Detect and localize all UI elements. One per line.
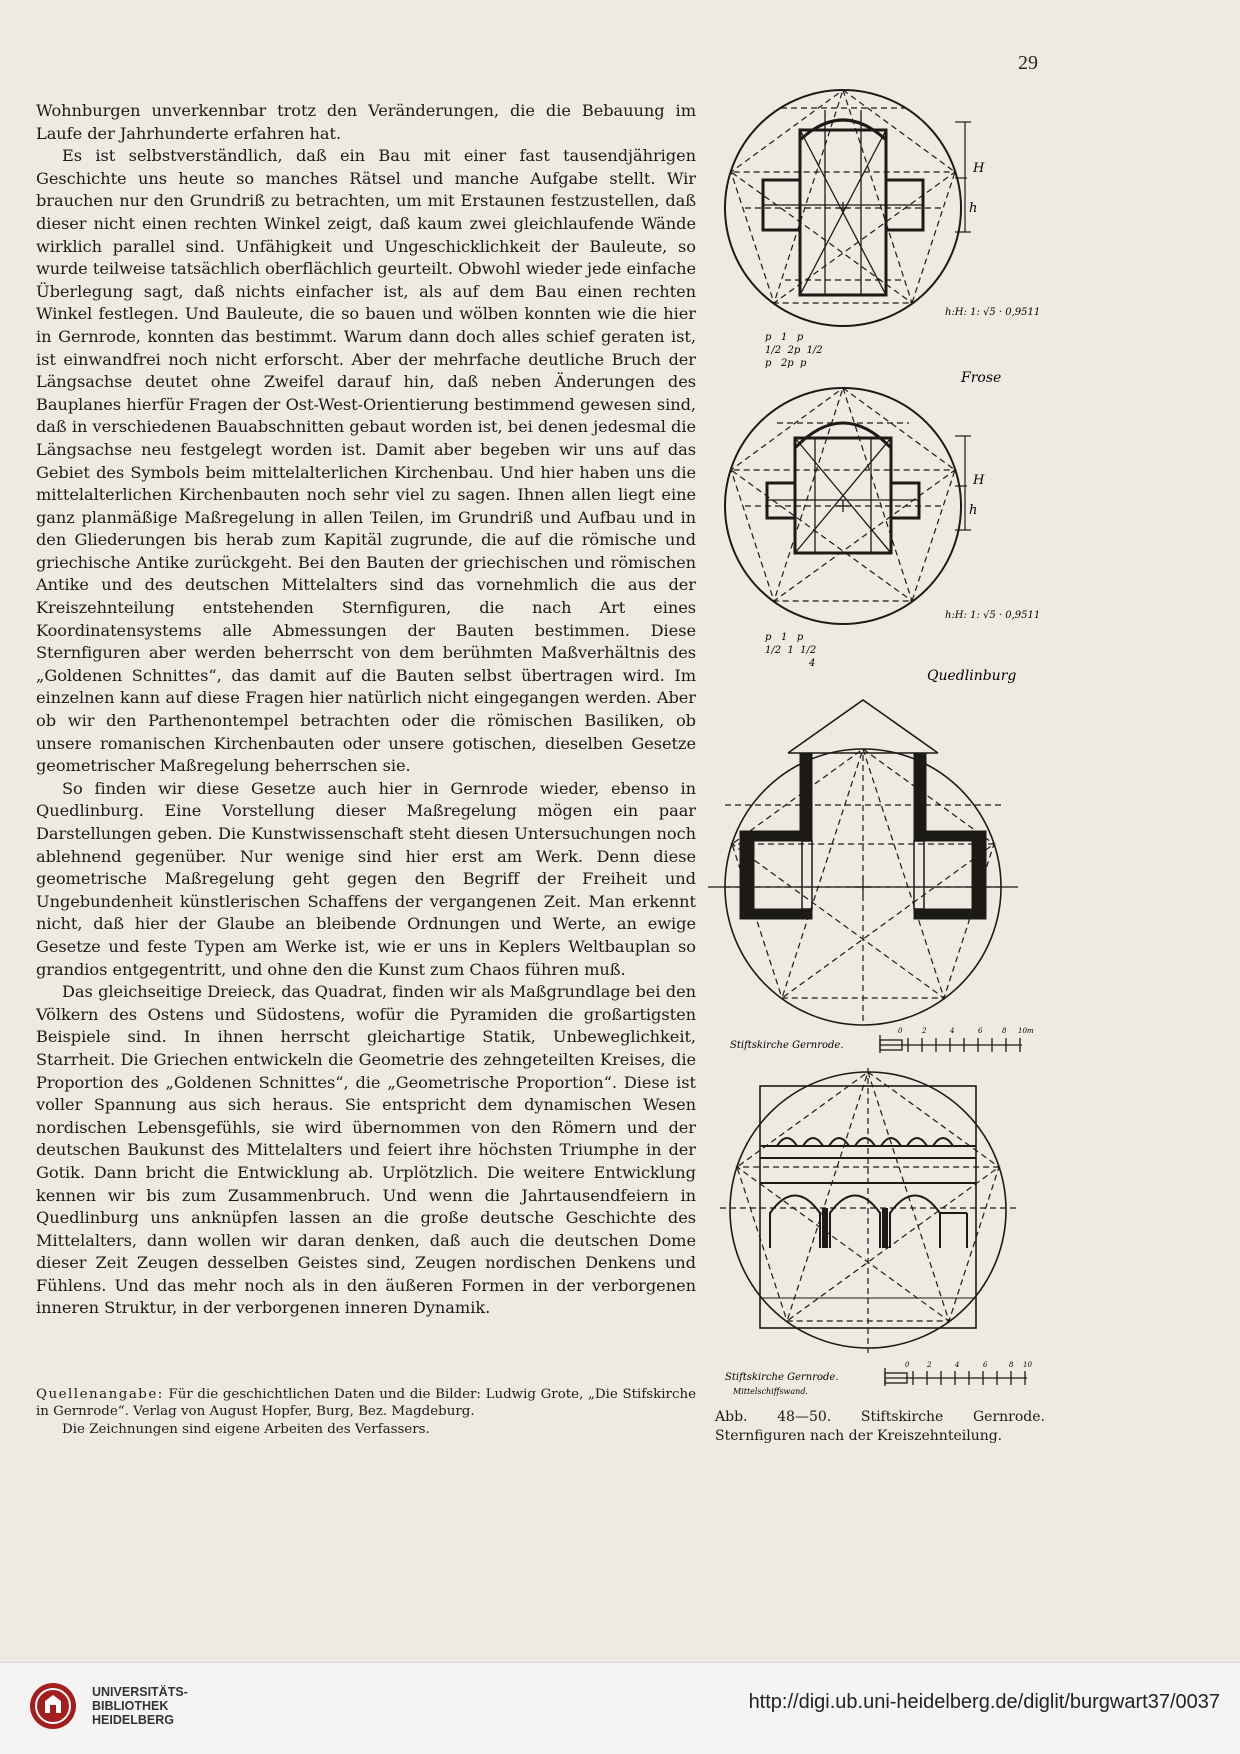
paragraph-1: Wohnburgen unverkennbar trotz den Veränderungen, die die Bebauung im Laufe der Jahrhunderte erfahren hat. [36, 101, 696, 143]
source-text: Für die geschichtlichen Daten und die Bilder: Ludwig Grote, „Die Stifskirche in Gernrode“. Verlag von August Hopfer, Burg, Bez. Magdeburg. [36, 1387, 696, 1420]
fig3-tick-6: 6 [978, 1027, 983, 1035]
fig2-scale-row-2: 1/2 1 1/2 [765, 645, 817, 656]
elevation-figure-gernrode [705, 1068, 1050, 1408]
source-lead: Quellenangabe: [36, 1387, 164, 1402]
logo-line-1: UNIVERSITÄTS- [92, 1685, 188, 1699]
fig4-tick-6: 6 [983, 1361, 988, 1369]
fig4-label: Stiftskirche Gernrode. [725, 1372, 839, 1383]
fig1-scale [765, 332, 823, 369]
fig3-scale-bar [880, 1035, 1022, 1053]
fig3-tick-8: 8 [1002, 1027, 1007, 1035]
fig3-tick-0: 0 [898, 1027, 903, 1035]
logo-line-3: HEIDELBERG [92, 1713, 174, 1727]
fig1-ratio: h:H: 1: √5 · 0,9511 [945, 307, 1040, 318]
source-note [36, 1386, 696, 1438]
library-logo-text[interactable] [92, 1685, 188, 1727]
source-line-2: Die Zeichnungen sind eigene Arbeiten des Verfassers. [62, 1421, 430, 1437]
logo-line-2: BIBLIOTHEK [92, 1699, 169, 1713]
fig2-H-label: H [973, 473, 985, 488]
fig4-sublabel: Mittelschiffswand. [733, 1387, 808, 1396]
fig1-H-label: H [973, 161, 985, 176]
fig4-tick-8: 8 [1009, 1361, 1014, 1369]
article-body [36, 100, 696, 1320]
fig2-h-label: h [969, 503, 978, 518]
fig4-tick-2: 2 [927, 1361, 932, 1369]
fig2-scale-row-1: p 1 p [765, 632, 804, 643]
fig2-scale-row-3: 4 [809, 658, 816, 669]
fig1-scale-row-2: 1/2 2p 1/2 [765, 345, 823, 356]
fig1-h-label: h [969, 201, 978, 216]
fig1-scale-row-3: p 2p p [765, 358, 807, 369]
fig2-ratio: h:H: 1: √5 · 0,9511 [945, 610, 1040, 621]
source-line-1 [36, 1386, 696, 1421]
viewer-footer [0, 1662, 1240, 1754]
university-seal-icon[interactable] [28, 1681, 78, 1731]
paragraph-3: So finden wir diese Gesetze auch hier in Gernrode wieder, ebenso in Quedlinburg. Eine Vorstellung dieser Maßregelung mögen ein paar Darstellungen geben. Die Kunstwissenschaft steht diesen Untersuchungen noch ablehnend gegenüber. Nur wenige sind hier erst am Werk. Denn diese geometrische Maßregelung geht gegen den Begriff der Freiheit und Ungebundenheit künstlerischen Schaffens der vergangenen Zeit. Man erkennt nicht, daß hier der Glaube an bleibende Ordnungen und Werte, an ewige Gesetze und feste Typen am Werke ist, wie er uns in Keplers Weltbauplan so grandios entgegentritt, und ohne den die Kunst zum Chaos führen muß. [36, 778, 696, 979]
fig4-tick-0: 0 [905, 1361, 910, 1369]
fig1-label: Frose [961, 370, 1002, 386]
fig2-scale [765, 632, 816, 669]
plan-figure-gernrode [700, 695, 1055, 1060]
paragraph-2: Es ist selbstverständlich, daß ein Bau mit einer fast tausendjährigen Geschichte uns heute so manches Rätsel und manche Aufgabe stellt. Wir brauchen nur den Grundriß zu betrachten, um mit Erstaunen festzustellen, daß dieser nicht einen rechten Winkel zeigt, daß kaum zwei gleichlaufende Wände wirklich parallel sind. Unfähigkeit und Ungeschicklichkeit der Bauleute, so wurde teilweise tatsächlich oberflächlich geurteilt. Obwohl wieder jede einfache Überlegung sagt, daß nichts einfacher ist, als auf dem Bau einen rechten Winkel festlegen. Und Bauleute, die so bauen und wölben konnten wie die hier in Gernrode, konnten das bestimmt. Warum dann doch alles schief geraten ist, ist einwandfrei noch nicht erforscht. Aber der mehrfache deutliche Bruch der Längsachse deutet ohne Zweifel darauf hin, daß neben Änderungen des Bauplanes hierfür Fragen der Ost-West-Orientierung bestimmend gewesen sind, daß in verschiedenen Bauabschnitten gebaut worden ist, bei denen jedesmal die Längsachse neu festgelegt worden ist. Damit aber begeben wir uns auf das Gebiet des Symbols beim mittelalterlichen Kirchenbau. Und hier haben uns die mittelalterlichen Kirchenbauten noch sehr viel zu sagen. Ihnen allen liegt eine ganz planmäßige Maßregelung in allen Teilen, im Grundriß und Aufbau und in den Gliederungen bis herab zum Kapitäl zugrunde, die auf die römische und griechische Antike zurückgeht. Bei den Bauten der griechischen und römischen Antike und des deutschen Mittelalters sind das vornehmlich die aus der Kreiszehnteilung entstehenden Sternfiguren, die nach Art eines Koordinatensystems alle Abmessungen der Bauten bestimmen. Diese Sternfiguren aber werden beherrscht von dem berühmten Maßverhältnis des „Goldenen Schnittes“, das damit auf die Bauten selbst übertragen wird. Im einzelnen kann auf diese Fragen hier natürlich nicht eingegangen werden. Aber ob wir den Parthenontempel betrachten oder die römischen Basiliken, ob unsere romanischen Kirchenbauten oder unsere gotischen, dieselben Gesetze geometrischer Maßregelung beherrschen sie. [36, 146, 696, 776]
fig4-scale-bar [885, 1368, 1027, 1386]
fig3-tick-10: 10m [1018, 1027, 1034, 1035]
fig3-tick-2: 2 [922, 1027, 927, 1035]
permalink-url[interactable]: http://digi.ub.uni-heidelberg.de/diglit/burgwart37/0037 [748, 1691, 1220, 1713]
page-number: 29 [1018, 52, 1038, 74]
figure-caption: Abb. 48—50. Stiftskirche Gernrode. Sternfiguren nach der Kreiszehnteilung. [715, 1409, 1045, 1444]
star-figure-quedlinburg [715, 378, 1040, 698]
star-figure-frose [715, 80, 1040, 390]
fig1-scale-row-1: p 1 p [765, 332, 804, 343]
fig3-label: Stiftskirche Gernrode. [730, 1040, 844, 1051]
fig2-label: Quedlinburg [927, 668, 1017, 684]
paragraph-4: Das gleichseitige Dreieck, das Quadrat, finden wir als Maßgrundlage bei den Völkern des Ostens und Südostens, wofür die Pyramiden die großartigsten Beispiele sind. In ihnen herrscht gleichartige Statik, Unbeweglichkeit, Starrheit. Die Griechen entwickeln die Geometrie des zehngeteilten Kreises, die Proportion des „Goldenen Schnittes“, die „Geometrische Proportion“. Diese ist voller Spannung aus sich heraus. Sie entspricht dem dynamischen Wesen nordischen Lebensgefühls, sie wird übernommen von den Römern und der deutschen Baukunst des Mittelalters und feiert ihre höchsten Triumphe in der Gotik. Dann bricht die Entwicklung ab. Urplötzlich. Die weitere Entwicklung kennen wir bis zum Zusammenbruch. Und wenn die Jahrtausendfeiern in Quedlinburg uns anknüpfen lassen an die große deutsche Geschichte des Mittelalters, dann wollen wir daran denken, daß auch die deutschen Dome dieser Zeit Zeugen desselben Geistes sind, Zeugen nordischen Denkens und Fühlens. Und das mehr noch als in den äußeren Formen in der verborgenen inneren Struktur, in der verborgenen inneren Dynamik. [36, 982, 696, 1318]
fig4-tick-4: 4 [955, 1361, 960, 1369]
fig3-tick-4: 4 [950, 1027, 955, 1035]
fig4-tick-10: 10 [1023, 1361, 1032, 1369]
